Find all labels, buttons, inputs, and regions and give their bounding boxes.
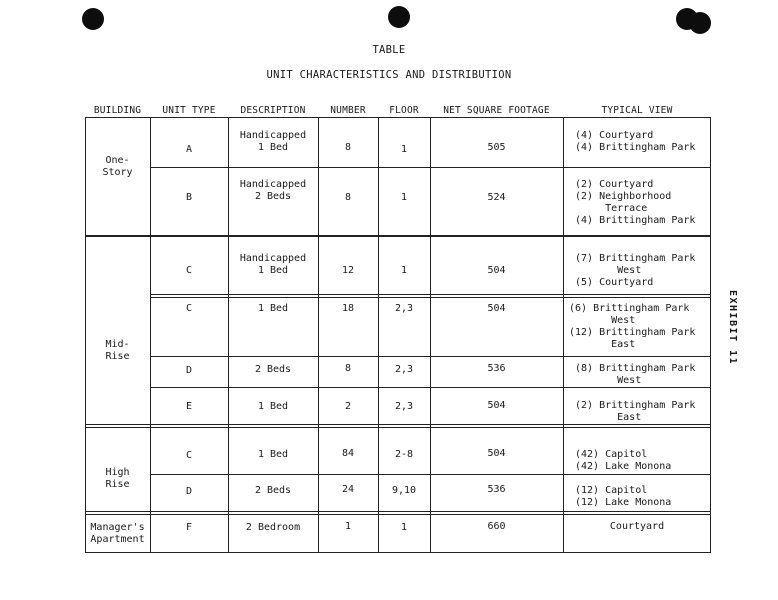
header-floor: FLOOR bbox=[389, 105, 419, 116]
table-subtitle: UNIT CHARACTERISTICS AND DISTRIBUTION bbox=[266, 69, 512, 81]
table-row-3-unit-type: C bbox=[185, 303, 193, 314]
table-row-5-view: (2) Brittingham Park East bbox=[575, 400, 696, 423]
table-row-3-floor: 2,3 bbox=[394, 303, 414, 314]
building-one-story: One- Story bbox=[102, 155, 133, 178]
table-row-2-description: Handicapped 1 Bed bbox=[239, 253, 307, 276]
table-row-2-view: (7) Brittingham Park West (5) Courtyard bbox=[575, 253, 696, 288]
row-divider-d bbox=[150, 356, 711, 357]
table-row-3-description: 1 Bed bbox=[257, 303, 289, 314]
table-row-2-floor: 1 bbox=[400, 265, 408, 276]
header-net-square-footage: NET SQUARE FOOTAGE bbox=[443, 105, 550, 116]
table-row-8-number: 1 bbox=[344, 521, 352, 532]
table-row-1-description: Handicapped 2 Beds bbox=[239, 179, 307, 202]
table-row-6-floor: 2-8 bbox=[394, 449, 414, 460]
border-right bbox=[710, 117, 711, 553]
table-row-0-sqft: 505 bbox=[487, 142, 506, 153]
table-row-5-description: 1 Bed bbox=[257, 401, 289, 412]
table-row-7-number: 24 bbox=[341, 484, 355, 495]
table-row-2-number: 12 bbox=[341, 265, 355, 276]
punch-hole-right-2 bbox=[689, 12, 711, 34]
table-row-5-sqft: 504 bbox=[487, 400, 506, 411]
row-divider-c1b bbox=[150, 297, 711, 298]
table-row-8-floor: 1 bbox=[400, 522, 408, 533]
distribution-table bbox=[85, 117, 711, 553]
table-row-1-unit-type: B bbox=[185, 192, 193, 203]
table-row-2-sqft: 504 bbox=[487, 265, 506, 276]
row-divider-highrise-d bbox=[150, 474, 711, 475]
header-building: BUILDING bbox=[93, 105, 142, 116]
exhibit-label: EXHIBIT 11 bbox=[727, 290, 738, 366]
table-row-0-unit-type: A bbox=[185, 144, 193, 155]
table-row-0-description: Handicapped 1 Bed bbox=[239, 130, 307, 153]
table-row-6-description: 1 Bed bbox=[257, 449, 289, 460]
table-row-7-unit-type: D bbox=[185, 486, 193, 497]
header-unit-type: UNIT TYPE bbox=[162, 105, 216, 116]
building-high-rise: High Rise bbox=[105, 467, 130, 490]
table-row-8-sqft: 660 bbox=[487, 521, 506, 532]
table-row-8-description: 2 Bedroom bbox=[245, 522, 301, 533]
building-mid-rise: Mid- Rise bbox=[105, 339, 130, 362]
table-row-4-sqft: 536 bbox=[487, 363, 506, 374]
table-row-1-view: (2) Courtyard (2) Neighborhood Terrace (4) Brittingham Park bbox=[575, 179, 696, 226]
punch-hole-center bbox=[388, 6, 410, 28]
table-row-6-sqft: 504 bbox=[487, 448, 506, 459]
row-divider-ab bbox=[150, 167, 711, 168]
col-divider-6 bbox=[563, 117, 564, 553]
building-divider-highrise-b bbox=[85, 427, 711, 428]
table-row-1-floor: 1 bbox=[400, 192, 408, 203]
table-row-4-unit-type: D bbox=[185, 365, 193, 376]
table-row-7-sqft: 536 bbox=[487, 484, 506, 495]
table-row-5-floor: 2,3 bbox=[394, 401, 414, 412]
table-row-4-description: 2 Beds bbox=[254, 364, 292, 375]
border-top bbox=[85, 117, 711, 118]
table-row-6-view: (42) Capitol (42) Lake Monona bbox=[575, 449, 672, 472]
table-row-7-description: 2 Beds bbox=[254, 485, 292, 496]
row-divider-c1 bbox=[150, 294, 711, 295]
header-number: NUMBER bbox=[330, 105, 366, 116]
table-row-4-view: (8) Brittingham Park West bbox=[575, 363, 696, 386]
building-divider-manager bbox=[85, 511, 711, 512]
table-row-3-view: (6) Brittingham Park West (12) Brittingham Park East bbox=[569, 303, 696, 350]
table-row-8-view: Courtyard bbox=[609, 521, 665, 532]
table-row-1-sqft: 524 bbox=[487, 192, 506, 203]
table-row-7-floor: 9,10 bbox=[391, 485, 417, 496]
table-row-1-number: 8 bbox=[344, 192, 352, 203]
table-row-6-unit-type: C bbox=[185, 450, 193, 461]
table-title: TABLE bbox=[372, 44, 406, 56]
building-divider-manager-b bbox=[85, 514, 711, 515]
border-bottom bbox=[85, 552, 711, 553]
building-managers-apartment: Manager's Apartment bbox=[90, 522, 145, 545]
table-row-0-floor: 1 bbox=[400, 144, 408, 155]
table-row-3-number: 18 bbox=[341, 303, 355, 314]
table-row-4-floor: 2,3 bbox=[394, 364, 414, 375]
punch-hole-left bbox=[82, 8, 104, 30]
building-divider-midrise bbox=[85, 235, 711, 237]
table-row-7-view: (12) Capitol (12) Lake Monona bbox=[575, 485, 672, 508]
table-row-2-unit-type: C bbox=[185, 265, 193, 276]
table-row-6-number: 84 bbox=[341, 448, 355, 459]
table-row-5-unit-type: E bbox=[185, 401, 193, 412]
header-description: DESCRIPTION bbox=[240, 105, 306, 116]
table-row-5-number: 2 bbox=[344, 401, 352, 412]
row-divider-e bbox=[150, 387, 711, 388]
building-divider-highrise bbox=[85, 424, 711, 425]
table-row-3-sqft: 504 bbox=[487, 303, 506, 314]
table-row-4-number: 8 bbox=[344, 363, 352, 374]
table-row-0-view: (4) Courtyard (4) Brittingham Park bbox=[575, 130, 696, 153]
header-typical-view: TYPICAL VIEW bbox=[601, 105, 673, 116]
table-row-0-number: 8 bbox=[344, 142, 352, 153]
table-row-8-unit-type: F bbox=[185, 522, 193, 533]
